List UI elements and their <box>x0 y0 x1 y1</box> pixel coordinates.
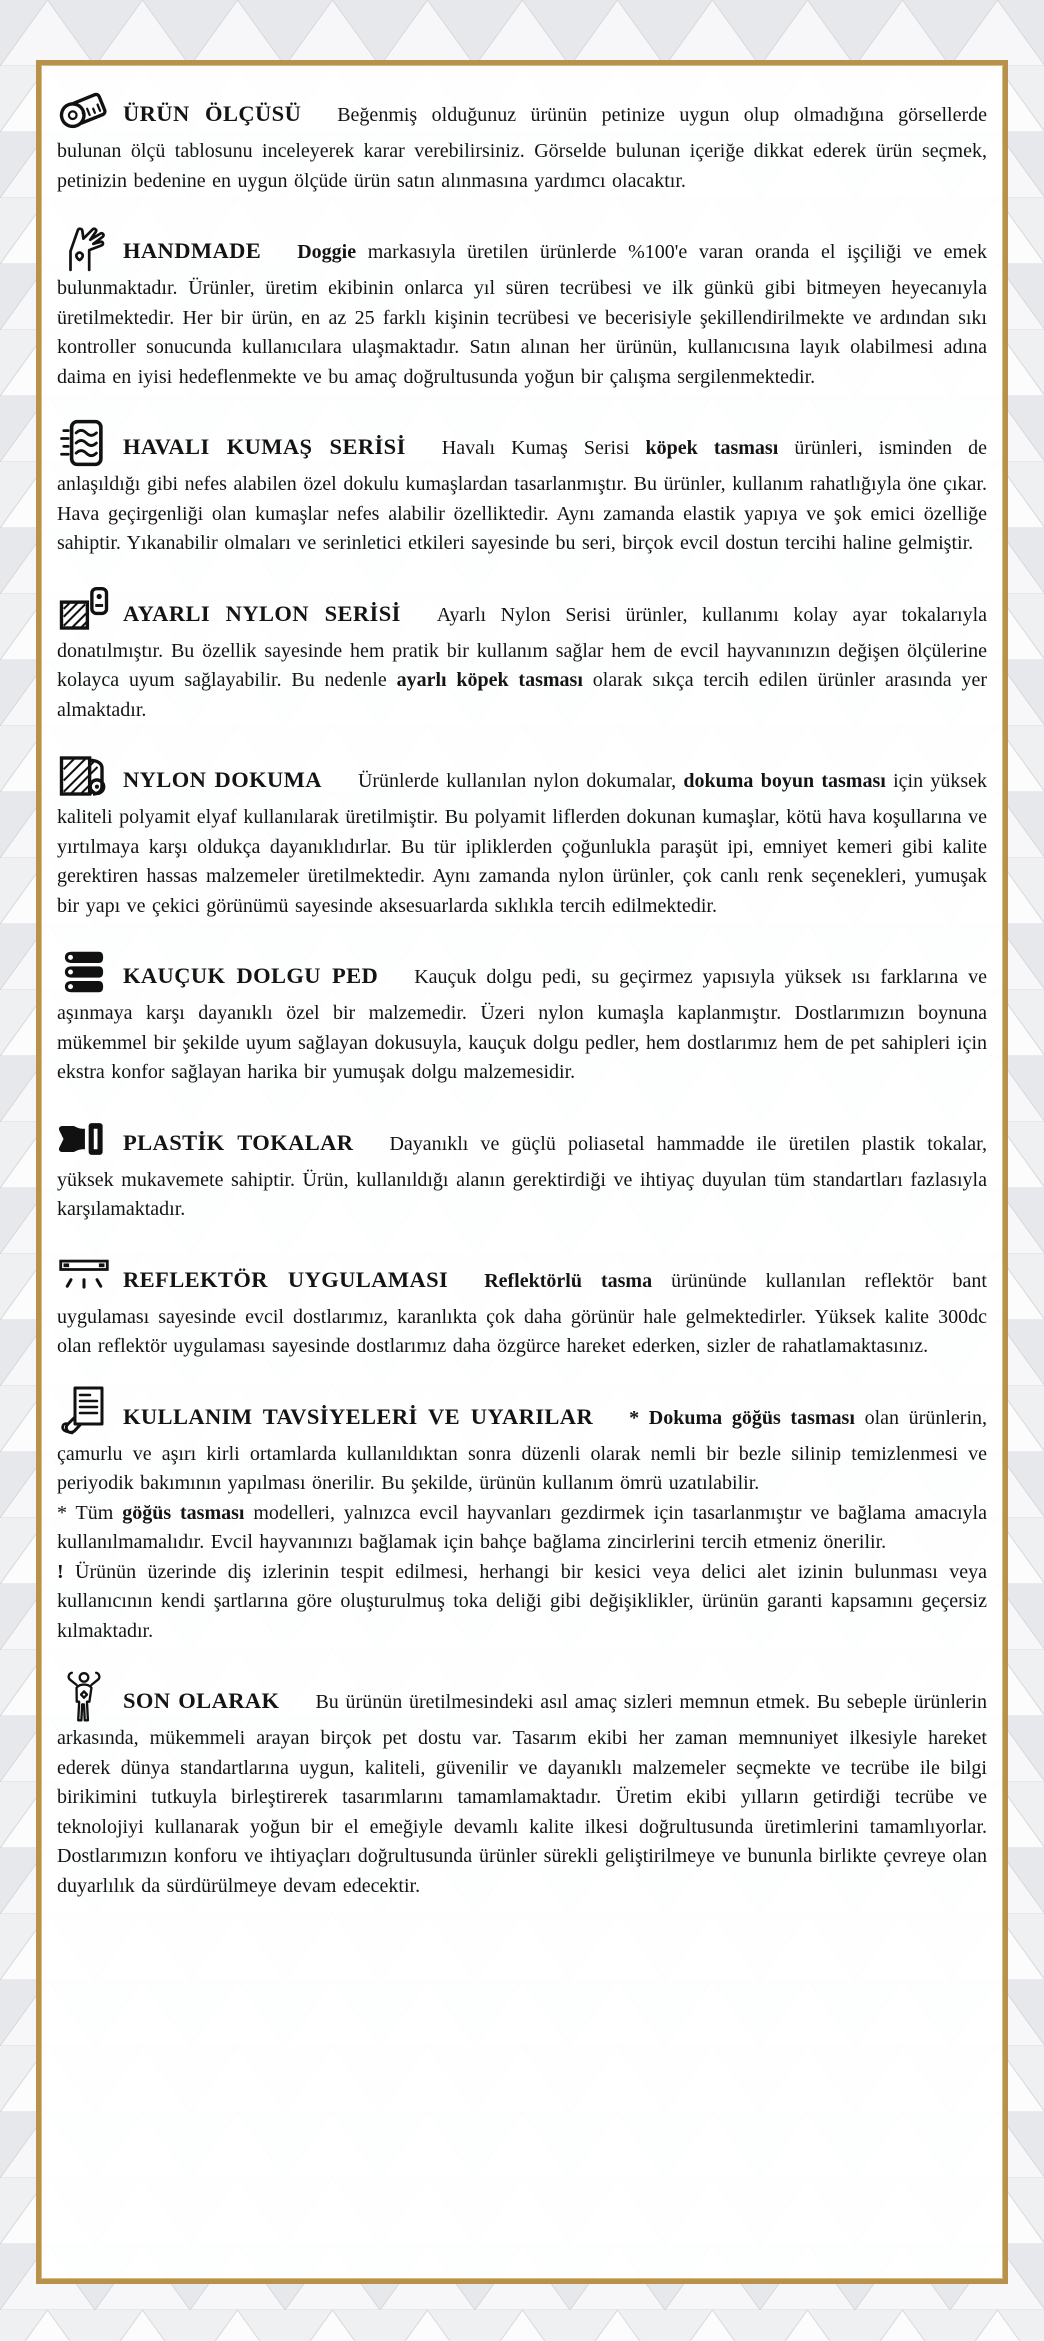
text-run: Ayarlı Nylon Serisi ürünler, kullanımı kolay ayar tokalarıyla donatılmıştır. Bu özellik sayesinde hem pratik bir kullanım sağlar hem de evcil hayvanınızın değişen ölçülerine kolayca uyum sağlayabilir. Bu nedenle <box>57 603 988 691</box>
text-run: Ürünün üzerinde diş izlerinin tespit edilmesi, herhangi bir kesici veya delici alet izinin bulunması veya kullanıcının kendi şartlarına göre oluşturulmuş toka deliği gibi değişiklikler, ürünün garanti kapsamını geçersiz kılmaktadır. <box>57 1560 987 1642</box>
text-run: olan ürünlerin, çamurlu ve aşırı kirli ortamlarda kullanıldıktan sonra düzenli olarak nemli bir bezle silinip temizlenmesi ve periyodik bakımının yapılması önerilir. Bu şekilde, ürünün kullanım ömrü uzatılabilir. <box>57 1406 987 1494</box>
text-run: göğüs tasması <box>122 1501 245 1524</box>
text-run: Kauçuk dolgu pedi, su geçirmez yapısıyla yüksek ısı farklarına ve aşınmaya karşı dayanıklı özel bir malzemedir. Üzeri nylon kumaşla kaplanmıştır. Dostlarımızın boynuna mükemmel bir şekilde uyum sağlayan dokusuyla, kauçuk dolgu pedler, hem dostlarımız hem de pet sahipleri için ekstra konfor sağlayan harika bir yumuşak dolgu malzemesidir. <box>57 966 987 1083</box>
section-handmade <box>57 220 987 392</box>
section-urun-olcusu <box>57 83 987 196</box>
rubber-pad-icon <box>57 945 111 999</box>
text-run: Ürünlerde kullanılan nylon dokumalar, <box>357 770 684 792</box>
fabric-roll-icon <box>57 749 111 803</box>
section-havali-kumas-serisi <box>57 416 987 559</box>
usage-document-icon <box>57 1386 111 1440</box>
text-run: * <box>629 1406 649 1429</box>
content-panel <box>36 60 1008 2284</box>
section-title-havali-kumas-serisi: HAVALI KUMAŞ SERİSİ <box>123 434 406 459</box>
text-run: modelleri, yalnızca evcil hayvanları gezdirmek için tasarlanmıştır ve bağlama amacıyla kullanılmamalıdır. Evcil hayvanınızı bağlamak için bahçe bağlama zincirlerini tercih etmeniz önerilir. <box>57 1501 987 1553</box>
section-title-reflektor-uygulamasi: REFLEKTÖR UYGULAMASI <box>123 1266 449 1292</box>
section-nylon-dokuma <box>57 749 987 921</box>
section-title-son-olarak: SON OLARAK <box>123 1688 280 1713</box>
text-run: Dayanıklı ve güçlü poliasetal hammadde ile üretilen plastik tokalar, yüksek mukavemete sahiptir. Ürün, kullanıldığı alanın gerektirdiği ve ihtiyaç duyulan tüm standartları fazlasıyla karşılamaktadır. <box>57 1132 987 1220</box>
section-plastik-tokalar-paragraph-1 <box>57 1112 987 1225</box>
text-run: Bu ürünün üretilmesindeki asıl amaç sizleri memnun etmek. Bu sebeple ürünlerin arkasında, mükemmeli arayan birçok pet dostu var. Tasarım ekibi her zaman memnuniyet ilkesiyle hareket ederek dünya standartlarına uygun, kaliteli, güvenilir ve dayanıklı malzemeler seçmekte ve tecrübe ile bilgi birikimini tutkuyla birleştirerek tasarımlarını tamamlamaktadır. Üretim ekibi yılların getirdiği tecrübe ve teknolojiyi kullanarak yoğun bir el emeğiyle devamlı kalite ilkesi doğrultusunda üretimlerini tamamlıyorlar. Dostlarımızın konforu ve ihtiyaçları doğrultusunda ürünler sürekli geliştirilmeye ve bununla birlikte çevreye olan duyarlılık da sürdürülmeye devam edecektir. <box>57 1691 987 1897</box>
breathable-fabric-icon <box>57 416 111 470</box>
text-run: ürününde kullanılan reflektör bant uygulaması sayesinde evcil dostlarımız, karanlıkta çok daha görünür hale gelmektedirler. Yüksek kalite 300dc olan reflektör uygulaması sayesinde dostlarımız daha özgürce hareket ederken, sizler de rahatlamaktasınız. <box>57 1269 987 1357</box>
text-run: markasıyla üretilen ürünlerde %100'e varan oranda el işçiliği ve emek bulunmaktadır. Ürünler, üretim ekibinin onlarca yıl süren tecrübesi ve ilk günkü gibi bitmeyen heyecanıyla üretilmektedir. Her bir ürün, en az 25 farklı kişinin tecrübesi ve becerisiyle şekillendirilmekte ve ardından sıkı kontroller sonucunda kullanıcılara ulaşmaktadır. Satın alınan her ürünün, kullanıcısına layık olabilmesi adına daima en iyisi hedeflenmekte ve bu amaç doğrultusunda yoğun bir çalışma sergilenmektedir. <box>57 241 987 388</box>
section-nylon-dokuma-paragraph-1 <box>57 749 987 921</box>
text-run: Dokuma göğüs tasması <box>648 1406 855 1429</box>
buckle-icon <box>57 1112 111 1166</box>
text-run: köpek tasması <box>645 437 779 459</box>
section-havali-kumas-serisi-paragraph-1 <box>57 416 987 559</box>
section-ayarli-nylon-serisi-paragraph-1 <box>57 583 987 726</box>
reflector-band-icon <box>57 1249 111 1303</box>
section-reflektor-uygulamasi <box>57 1249 987 1362</box>
text-run: ! <box>57 1560 76 1583</box>
section-kaucuk-dolgu-ped <box>57 945 987 1088</box>
section-kullanim-tavsiyeleri-paragraph-1 <box>57 1386 987 1499</box>
section-title-nylon-dokuma: NYLON DOKUMA <box>123 767 322 792</box>
section-handmade-paragraph-1 <box>57 220 987 392</box>
section-urun-olcusu-paragraph-1 <box>57 83 987 196</box>
section-title-handmade: HANDMADE <box>123 238 262 263</box>
text-run: olarak sıkça tercih edilen ürünler arasında yer almaktadır. <box>57 669 987 721</box>
tape-measure-icon <box>57 83 111 137</box>
section-ayarli-nylon-serisi <box>57 583 987 726</box>
section-son-olarak <box>57 1670 987 1901</box>
text-run: Doggie <box>297 241 357 263</box>
section-kullanim-tavsiyeleri-paragraph-2 <box>57 1499 987 1558</box>
section-title-urun-olcusu: ÜRÜN ÖLÇÜSÜ <box>123 101 302 126</box>
section-plastik-tokalar <box>57 1112 987 1225</box>
section-title-kullanim-tavsiyeleri: KULLANIM TAVSİYELERİ VE UYARILAR <box>123 1403 594 1429</box>
section-kaucuk-dolgu-ped-paragraph-1 <box>57 945 987 1088</box>
section-son-olarak-paragraph-1 <box>57 1670 987 1901</box>
text-run: Reflektörlü tasma <box>484 1269 653 1292</box>
happy-person-icon <box>57 1670 111 1724</box>
text-run: * Tüm <box>57 1501 123 1524</box>
text-run: ayarlı köpek tasması <box>396 669 583 691</box>
section-reflektor-uygulamasi-paragraph-1 <box>57 1249 987 1362</box>
section-title-kaucuk-dolgu-ped: KAUÇUK DOLGU PED <box>123 963 379 988</box>
text-run: dokuma boyun tasması <box>683 770 886 792</box>
text-run: için yüksek kaliteli polyamit elyaf kullanılarak üretilmiştir. Bu polyamit liflerden dokunan kumaşlar, kötü hava koşullarına ve yırtılmaya karşı oldukça dayanıklıdırlar. Bu tür ipliklerden çoğunlukla paraşüt ipi, emniyet kemeri gibi kalite gerektiren hassas malzemeler üretilmektedir. Aynı zamanda nylon ürünler, çok canlı renk seçenekleri, yumuşak bir yapı ve çekici görünümü sayesinde aksesuarlarda sıklıkla tercih edilmektedir. <box>57 770 988 917</box>
text-run: ürünleri, isminden de anlaşıldığı gibi nefes alabilen özel dokulu kumaşlardan tasarlanmıştır. Bu ürünler, kullanım rahatlığıyla öne çıkar. Hava geçirgenliği olan kumaşlar nefes alabilir özelliktedir. Aynı zamanda elastik yapıya ve şok emici özelliğe sahiptir. Yıkanabilir olmaları ve serinletici etkileri sayesinde bu seri, birçok evcil dostun tercihi haline gelmiştir. <box>57 437 987 554</box>
text-run: Beğenmiş olduğunuz ürünün petinize uygun olup olmadığına görsellerde bulunan ölçü tablosunu inceleyerek karar verebilirsiniz. Görselde bulunan içeriğe dikkat ederek ürün seçmek, petinizin bedenine en uygun ölçüde ürün satın alınmasına yardımcı olacaktır. <box>57 104 987 192</box>
section-title-plastik-tokalar: PLASTİK TOKALAR <box>123 1129 354 1155</box>
adjustable-strap-icon <box>57 583 111 637</box>
hand-heart-icon <box>57 220 111 274</box>
section-title-ayarli-nylon-serisi: AYARLI NYLON SERİSİ <box>123 600 401 626</box>
section-kullanim-tavsiyeleri <box>57 1386 987 1647</box>
section-kullanim-tavsiyeleri-paragraph-3 <box>57 1558 987 1647</box>
text-run: Havalı Kumaş Serisi <box>441 437 646 459</box>
